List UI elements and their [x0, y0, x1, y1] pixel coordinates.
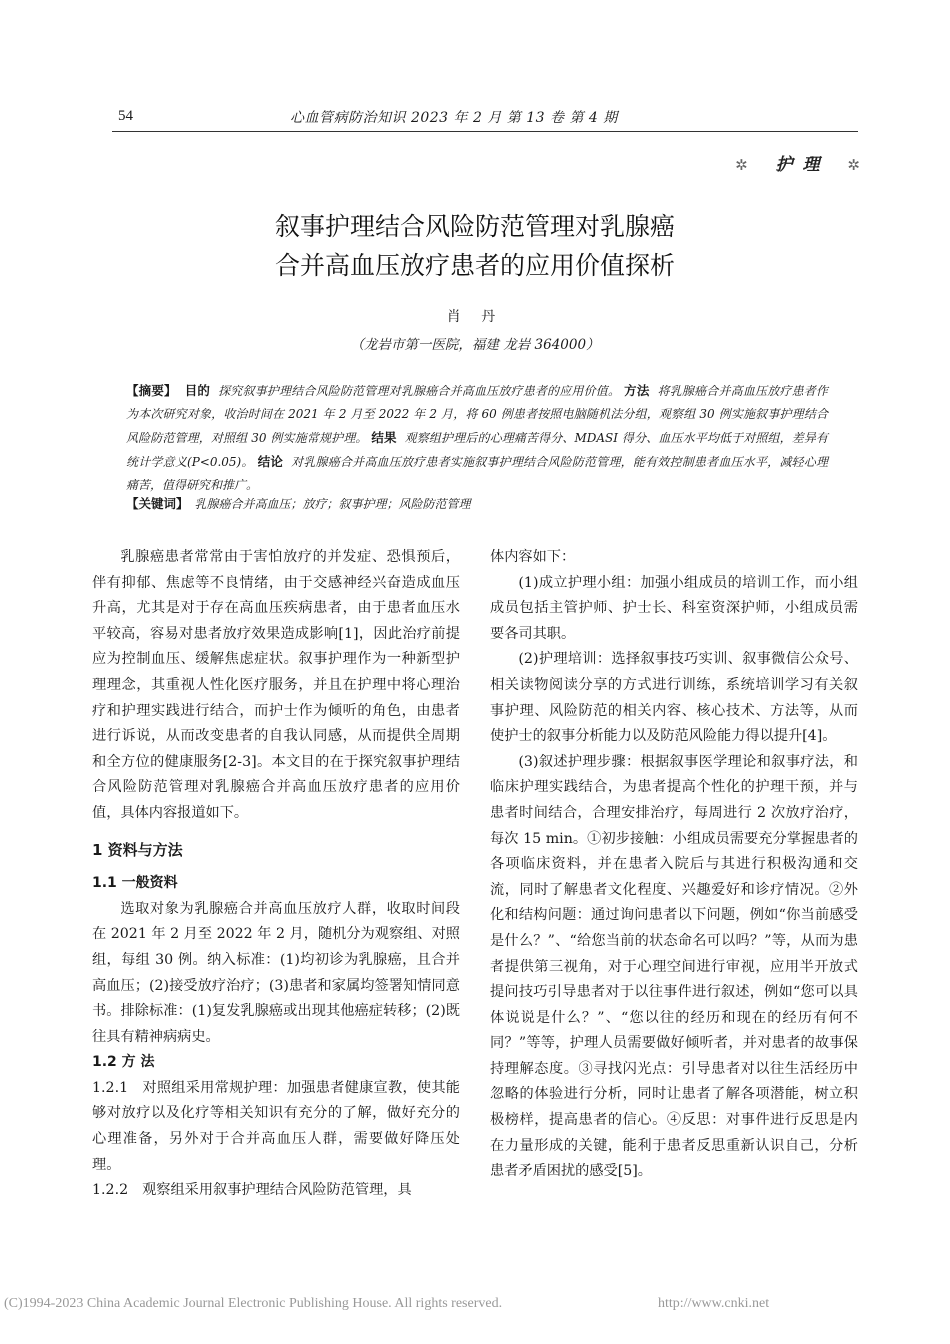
flower-icon: ✲: [847, 156, 862, 174]
keywords-text: 乳腺癌合并高血压；放疗；叙事护理；风险防范管理: [194, 497, 471, 511]
copyright-text: (C)1994-2023 China Academic Journal Electronic Publishing House. All rights reserved.: [4, 1296, 503, 1311]
results-label: 结果: [371, 430, 397, 445]
methods-text: 将乳腺癌合并高血压放疗患者作为本次研究对象，收治时间在 2021 年 2 月至 2022 年 2 月，将 60 例患者按照电脑随机法分组，观察组 30 例实施叙事护理结合风险防范管理，对照组 30 例实施常规护理。: [126, 384, 828, 445]
objective-label: 目的: [184, 383, 211, 398]
intro-paragraph: 乳腺癌患者常常由于害怕放疗的并发症、恐惧预后，伴有抑郁、焦虑等不良情绪，由于交感神经兴奋造成血压升高，尤其是对于存在高血压疾病患者，由于患者血压水平较高，容易对患者放疗效果造成影响[1]，因此治疗前提应为控制血压、缓解焦虑症状。叙事护理作为一种新型护理理念，其重视人性化医疗服务，并且在护理中将心理治疗和护理实践进行结合，而护士作为倾听的角色，由患者进行诉说，从而改变患者的自我认同感，从而提供全周期和全方位的健康服务[2-3]。本文目的在于探究叙事护理结合风险防范管理对乳腺癌合并高血压放疗患者的应用价值，具体内容报道如下。: [92, 549, 460, 821]
article-title-line1: 叙事护理结合风险防范管理对乳腺癌: [274, 212, 675, 241]
general-paragraph: 选取对象为乳腺癌合并高血压放疗人群，收取时间段在 2021 年 2 月至 2022 年 2 月，随机分为观察组、对照组，每组 30 例。纳入标准：(1)均初诊为乳腺癌，且合并高血压；(2)接受放疗治疗；(3)患者和家属均签署知情同意书。排除标准：(1)复发乳腺癌或出现其他癌症转移；(2)既往具有精神病病史。: [92, 900, 460, 1045]
article-title-line2: 合并高血压放疗患者的应用价值探析: [274, 251, 675, 280]
affiliation: （龙岩市第一医院，福建 龙岩 364000）: [350, 337, 600, 353]
method-text: 对照组采用常规护理：加强患者健康宣教，使其能够对放疗以及化疗等相关知识有充分的了解，做好充分的心理准备，另外对于合并高血压人群，需要做好降压处理。: [92, 1079, 460, 1173]
flower-icon: ✲: [735, 156, 750, 174]
section-heading: 1 资料与方法: [92, 840, 183, 859]
results-text: 观察组护理后的心理痛苦得分、MDASI 得分、血压水平均低于对照组，差异有统计学意义(P<0.05)。: [126, 431, 828, 469]
body-paragraph: (1)成立护理小组：加强小组成员的培训工作，而小组成员包括主管护师、护士长、科室资深护师，小组成员需要各司其职。: [490, 574, 858, 642]
copyright-footer: [4, 1296, 948, 1312]
page-number: 54: [118, 108, 133, 124]
methods-label: 方法: [624, 383, 650, 398]
body-paragraph: (2)护理培训：选择叙事技巧实训、叙事微信公众号、相关读物阅读分享的方式进行训练，系统培训学习有关叙事护理、风险防范的相关内容、核心技术、方法等，从而使护士的叙事分析能力以及防范风险能力得以提升[4]。: [490, 651, 858, 745]
objective-text: 探究叙事护理结合风险防范管理对乳腺癌合并高血压放疗患者的应用价值。: [218, 384, 621, 398]
journal-citation: 心血管病防治知识 2023 年 2 月 第 13 卷 第 4 期: [290, 110, 618, 126]
conclusion-label: 结论: [257, 454, 284, 469]
keywords-label: 【关键词】: [126, 496, 189, 511]
left-column: [92, 545, 460, 1204]
method-text: 观察组采用叙事护理结合风险防范管理，具: [142, 1182, 412, 1199]
body-paragraph: (3)叙述护理步骤：根据叙事医学理论和叙事疗法，和临床护理实践结合，为患者提高个性化的护理干预，并与患者时间结合，合理安排治疗，每周进行 2 次放疗治疗，每次 15 min。①初步接触：小组成员需要充分掌握患者的各项临床资料，并在患者入院后与其进行积极沟通和交流，同时了解患者文化程度、兴趣爱好和诊疗情况。②外化和结构问题：通过询问患者以下问题，例如“你当前感受是什么？”、“给您当前的状态命名可以吗？”等，从而为患者提供第三视角，对于心理空间进行审视，应用半开放式提问技巧引导患者对于以往事件进行叙述，例如“您可以具体说说是什么？”、“您以往的经历和现在的经历有何不同？”等等，护理人员需要做好倾听者，并对患者的故事保持理解态度。③寻找闪光点：引导患者对以往生活经历中忽略的体验进行分析，同时让患者了解各项潜能，树立积极榜样，提高患者的信心。④反思：对事件进行反思是内在力量形成的关键，能利于患者反思重新认识自己，分析患者矛盾困扰的感受[5]。: [490, 753, 858, 1180]
subsection-heading: 1.1 一般资料: [92, 875, 178, 892]
section-label: 护 理: [775, 155, 822, 175]
abstract-label: 【摘要】: [126, 383, 177, 398]
conclusion-text: 对乳腺癌合并高血压放疗患者实施叙事护理结合风险防范管理，能有效控制患者血压水平，减轻心理痛苦，值得研究和推广。: [126, 455, 828, 492]
author: 肖 丹: [446, 309, 504, 325]
method-number: 1.2.1: [92, 1079, 129, 1096]
continued-text: 体内容如下：: [490, 549, 576, 565]
method-number: 1.2.2: [92, 1182, 129, 1199]
running-header: [112, 106, 858, 132]
method-paragraph: [92, 1076, 460, 1178]
method-paragraph: [92, 1178, 460, 1204]
section-tag: [735, 150, 862, 175]
abstract: [126, 379, 828, 497]
right-column: [490, 545, 858, 1185]
footer-url[interactable]: http://www.cnki.net: [658, 1296, 770, 1311]
subsection-heading: 1.2 方 法: [92, 1054, 155, 1071]
keywords: [126, 494, 828, 512]
